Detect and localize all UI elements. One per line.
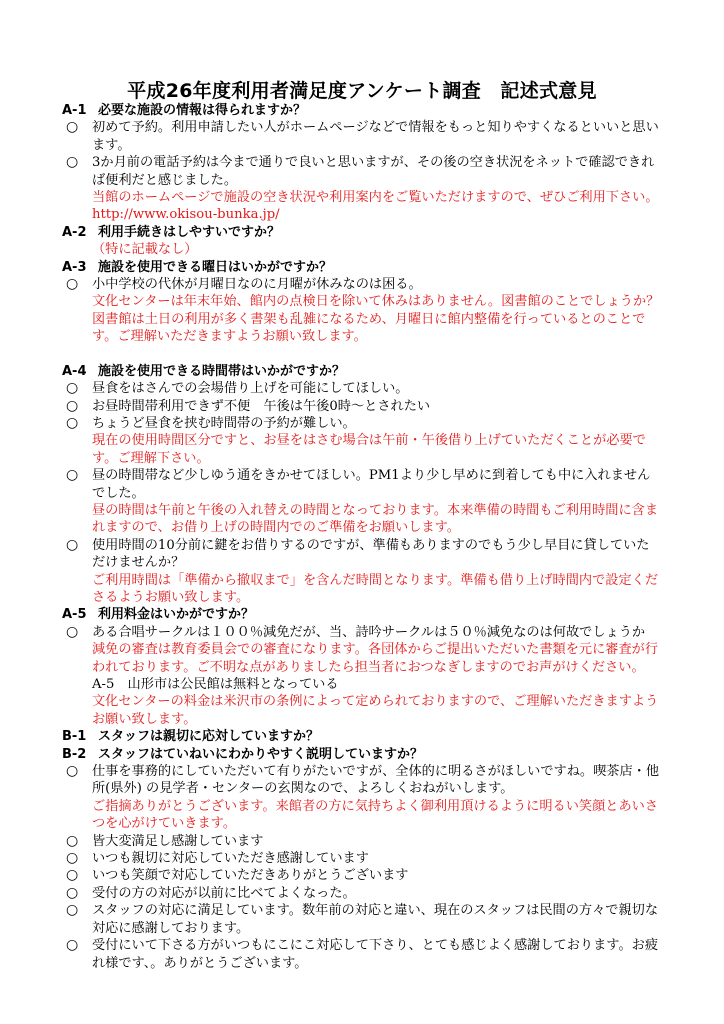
comment-text: 受付の方の対応が以前に比べてよくなった。 [92, 885, 356, 901]
comment-item [62, 763, 662, 798]
section-heading [62, 746, 662, 763]
circle-bullet-icon: ○ [66, 276, 79, 293]
staff-response: ご利用時間は「準備から撤収まで」を含んだ時間となります。準備も借り上げ時間内で設定くださるようお願い致します。 [92, 572, 659, 605]
circle-bullet-icon: ○ [66, 467, 79, 484]
circle-bullet-icon: ○ [66, 832, 79, 849]
staff-response: ご指摘ありがとうございます。来館者の方に気持ちよく御利用頂けるように明るい笑顔とあいさつを心がけていきます。 [92, 798, 659, 832]
comment-item [62, 867, 662, 884]
no-comment-note: （特に記載なし） [92, 242, 198, 258]
comment-text: 使用時間の10分前に鍵をお借りするのですが、準備もありますのでもう少し早目に貸していただけませんか？ [92, 537, 650, 571]
comment-text: いつも親切に対応していただき感謝しています [92, 851, 369, 867]
section-question: スタッフはていねいにわかりやすく説明していますか？ [98, 746, 424, 762]
staff-response: 昼の時間は午前と午後の入れ替えの時間となっております。本来準備の時間もご利用時間に含まれますので、お借り上げの時間内でのご準備をお願いします。 [92, 502, 659, 536]
comment-text: A-5 山形市は公民館は無料となっている [92, 677, 339, 692]
circle-bullet-icon: ○ [66, 867, 79, 884]
staff-response: 文化センターの料金は米沢市の条例によって定められておりますので、ご理解いただきますようお願い致します。 [92, 694, 659, 727]
section-question: 施設を使用できる曜日はいかがですか？ [98, 259, 333, 275]
comment-item [62, 415, 662, 432]
comment-text: お昼時間帯利用できず不便 午後は午後0時～とされたい [92, 398, 431, 414]
comment-text: 昼食をはさんでの会場借り上げを可能にしてほしい。 [92, 381, 409, 397]
comment-item [62, 885, 662, 902]
section-question: 必要な施設の情報は得られますか？ [98, 103, 307, 118]
section-question: 利用料金はいかがですか？ [98, 607, 255, 623]
comment-item [62, 398, 662, 415]
comment-text: ちょうど昼食を挟む時間帯の予約が難しい。 [92, 415, 356, 431]
comment-item [62, 154, 662, 189]
section-number: B-2 [62, 746, 87, 762]
section-number: A-4 [62, 363, 87, 379]
page-title: 平成26年度利用者満足度アンケート調査 記述式意見 [127, 80, 597, 102]
circle-bullet-icon: ○ [66, 536, 79, 553]
section-heading [62, 259, 662, 276]
comment-text: 小中学校の代休が月曜日なのに月曜が休みなのは困る。 [92, 277, 422, 293]
comment-text: 皆大変満足し感謝しています [92, 833, 264, 849]
circle-bullet-icon: ○ [66, 884, 79, 901]
comment-item [62, 119, 662, 154]
comment-text: 初めて予約。利用申請したい人がホームページなどで情報をもっと知りやすくなるといいと思います。 [92, 120, 659, 153]
section-question: 施設を使用できる時間帯はいかがですか？ [98, 363, 346, 379]
section-heading [62, 728, 662, 745]
section-number: A-3 [62, 259, 87, 275]
section-heading [62, 224, 662, 241]
staff-response: 現在の使用時間区分ですと、お昼をはさむ場合は午前・午後借り上げていただくことが必要です。ご理解下さい。 [92, 433, 646, 466]
comment-text: スタッフの対応に満足しています。数年前の対応と違い、現在のスタッフは民間の方々で親切な対応に感謝しております。 [92, 903, 659, 936]
comment-item [62, 937, 662, 972]
section-question: 利用手続きはしやすいですか？ [98, 224, 281, 240]
section-question: スタッフは親切に応対していますか？ [98, 729, 320, 745]
circle-bullet-icon: ○ [66, 623, 79, 640]
section-heading [62, 606, 662, 623]
section-heading [62, 102, 662, 119]
comment-text: 受付にいて下さる方がいつもにこにこ対応して下さり、とても感じよく感謝しております。お疲れ様です、。ありがとうございます。 [92, 938, 659, 971]
circle-bullet-icon: ○ [66, 414, 79, 431]
section-number: B-1 [62, 729, 87, 745]
spacer [62, 346, 662, 363]
comment-text: いつも笑顔で対応していただきありがとうございます [92, 868, 409, 884]
circle-bullet-icon: ○ [66, 154, 79, 171]
comment-item [62, 276, 662, 293]
circle-bullet-icon: ○ [66, 937, 79, 954]
comment-item [62, 624, 662, 641]
survey-content [62, 102, 662, 972]
comment-text: 昼の時間帯など少しゆう通をきかせてほしい。PM1より少し早めに到着しても中に入れませんでした。 [92, 468, 651, 501]
section-number: A-2 [62, 224, 87, 240]
comment-text: 仕事を事務的にしていただいて有りがたいですが、全体的に明るさがほしいですね。喫茶店・他所(県外) の見学者・センターの玄関なので、よろしくおねがいします。 [92, 764, 660, 797]
comment-text: ある合唱サークルは１００％減免だが、当、詩吟サークルは５０％減免なのは何故でしょうか [92, 624, 646, 640]
circle-bullet-icon: ○ [66, 763, 79, 780]
staff-response: 文化センターは年末年始、館内の点検日を除いて休みはありません。図書館のことでしょうか？図書館は土日の利用が多く書架も乱雑になるため、月曜日に館内整備を行っているとのことです。ご理解いただきますようお願い致します。 [92, 294, 660, 345]
comment-item [62, 380, 662, 397]
circle-bullet-icon: ○ [66, 850, 79, 867]
staff-response: 減免の審査は教育委員会での審査になります。各団体からご提出いただいた書類を元に審査が行われております。ご不明な点がありましたら担当者におつなぎしますのでお声がけください。 [92, 642, 659, 675]
staff-response: 当館のホームページで施設の空き状況や利用案内をご覧いただけますので、ぜひご利用下さい。http://www.okisou-bunka.jp/ [92, 190, 659, 223]
comment-item [62, 902, 662, 937]
comment-text: 3か月前の電話予約は今まで通りで良いと思いますが、その後の空き状況をネットで確認できれば便利だと感じました。 [92, 155, 655, 188]
circle-bullet-icon: ○ [66, 397, 79, 414]
comment-item [62, 537, 662, 572]
comment-item [62, 833, 662, 850]
circle-bullet-icon: ○ [66, 902, 79, 919]
section-number: A-5 [62, 607, 87, 623]
section-number: A-1 [62, 103, 87, 118]
section-heading [62, 363, 662, 380]
comment-item [62, 850, 662, 867]
comment-item [62, 467, 662, 502]
circle-bullet-icon: ○ [66, 380, 79, 397]
circle-bullet-icon: ○ [66, 119, 79, 136]
